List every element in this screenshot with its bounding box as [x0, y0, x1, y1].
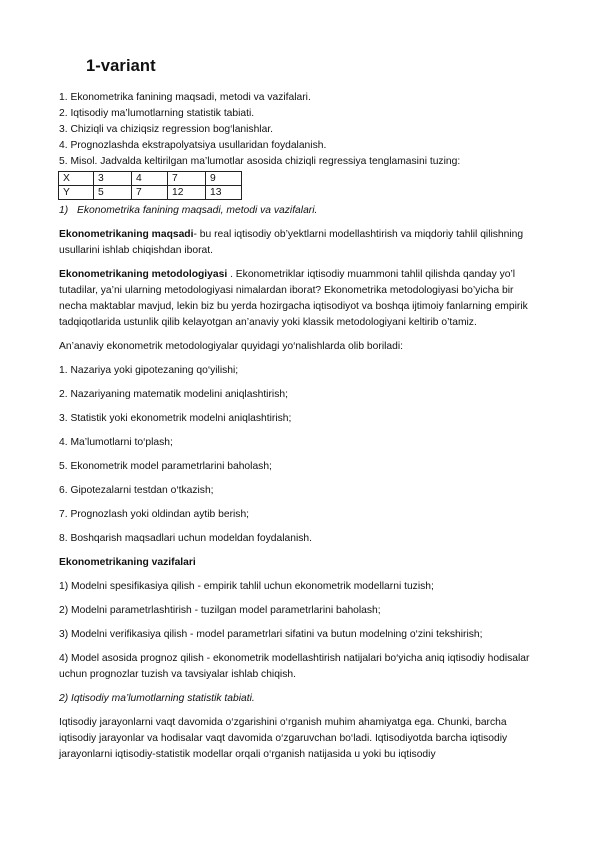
table-cell: X: [59, 172, 94, 186]
section-number: 1): [59, 205, 69, 216]
table-cell: 7: [168, 172, 206, 186]
section-1-heading: [59, 203, 541, 219]
list-item: 4. Ma’lumotlarni to‘plash;: [59, 437, 173, 448]
duties-heading-text: Ekonometrikaning vazifalari: [59, 557, 196, 568]
intro-paragraph: An’anaviy ekonometrik metodologiyalar quyidagi yo‘nalishlarda olib boriladi:: [59, 341, 403, 352]
task-item: 4. Prognozlashda ekstrapolyatsiya usullaridan foydalanish.: [59, 140, 327, 151]
table-row: [59, 186, 242, 200]
list-item: 6. Gipotezalarni testdan o‘tkazish;: [59, 485, 214, 496]
task-item: 1. Ekonometrika fanining maqsadi, metodi va vazifalari.: [59, 92, 311, 103]
table-cell: Y: [59, 186, 94, 200]
method-paragraph: [59, 267, 541, 331]
section-2-paragraph: Iqtisodiy jarayonlarni vaqt davomida o‘zgarishini o‘rganish muhim ahamiyatga ega. Chunki, barcha iqtisodiy jarayonlar va hodisalar vaqt davomida o‘zgaruvchan bo‘ladi. Iqtisodiyotda barcha iqtisodiy jarayonlarni iqtisodiy-statistik modellar orqali o‘rganish natijasida u yoki bu iqtisodiy: [59, 717, 508, 760]
list-item: 4) Model asosida prognoz qilish - ekonometrik modellashtirish natijalari bo‘yicha aniq iqtisodiy hodisalar uchun prognozlar tuzish va tavsiyalar ishlab chiqish.: [59, 653, 530, 680]
table-cell: 3: [94, 172, 132, 186]
duties-heading: [59, 555, 541, 571]
section-title: Ekonometrika fanining maqsadi, metodi va vazifalari.: [77, 205, 318, 216]
section-2-heading: 2) Iqtisodiy ma’lumotlarning statistik tabiati.: [59, 693, 255, 704]
list-item: 2. Nazariyaning matematik modelini aniqlashtirish;: [59, 389, 288, 400]
task-item: 3. Chiziqli va chiziqsiz regression bog‘lanishlar.: [59, 124, 274, 135]
task-item: 5. Misol. Jadvalda keltirilgan ma’lumotlar asosida chiziqli regressiya tenglamasini tuzing:: [59, 156, 461, 167]
table-cell: 9: [206, 172, 242, 186]
list-item: 5. Ekonometrik model parametrlarini baholash;: [59, 461, 272, 472]
table-cell: 7: [132, 186, 168, 200]
method-text: . Ekonometriklar iqtisodiy muammoni tahlil qilishda qanday yo’l tutadilar, ya’ni ularning metodologiyasi nimalardan iborat? Ekonometrika metodologiyasi bo’yicha bir necha maktablar mavjud, lekin biz bu yerda hozirgacha iqtisodiyot va boshqa ijtimoiy fanlarning empirik tadqiqotlarida ustunlik qilib kelayotgan an’anaviy yoki klassik metodologiyani keltirib o’tamiz.: [59, 269, 528, 328]
goal-term: Ekonometrikaning maqsadi: [59, 229, 194, 240]
goal-paragraph: [59, 227, 541, 259]
table-cell: 5: [94, 186, 132, 200]
table-cell: 13: [206, 186, 242, 200]
task-item: 2. Iqtisodiy ma’lumotlarning statistik tabiati.: [59, 108, 255, 119]
task-list: [59, 90, 559, 170]
table-cell: 4: [132, 172, 168, 186]
list-item: 8. Boshqarish maqsadlari uchun modeldan foydalanish.: [59, 533, 313, 544]
goal-text: - bu real iqtisodiy ob’yektlarni modellashtirish va miqdoriy tahlil qilishning usullarini ishlab chiqishdan iborat.: [59, 229, 524, 256]
table-row: [59, 172, 242, 186]
list-item: 2) Modelni parametrlashtirish - tuzilgan model parametrlarini baholash;: [59, 605, 381, 616]
list-item: 3) Modelni verifikasiya qilish - model parametrlari sifatini va butun modelning o‘zini tekshirish;: [59, 629, 483, 640]
data-table: [58, 171, 242, 200]
list-item: 1. Nazariya yoki gipotezaning qo‘yilishi;: [59, 365, 239, 376]
list-item: 7. Prognozlash yoki oldindan aytib berish;: [59, 509, 250, 520]
method-term: Ekonometrikaning metodologiyasi: [59, 269, 228, 280]
variant-title: 1-variant: [86, 57, 156, 75]
list-item: 3. Statistik yoki ekonometrik modelni aniqlashtirish;: [59, 413, 292, 424]
table-cell: 12: [168, 186, 206, 200]
main-content: [59, 203, 541, 771]
list-item: 1) Modelni spesifikasiya qilish - empirik tahlil uchun ekonometrik modellarni tuzish;: [59, 581, 434, 592]
